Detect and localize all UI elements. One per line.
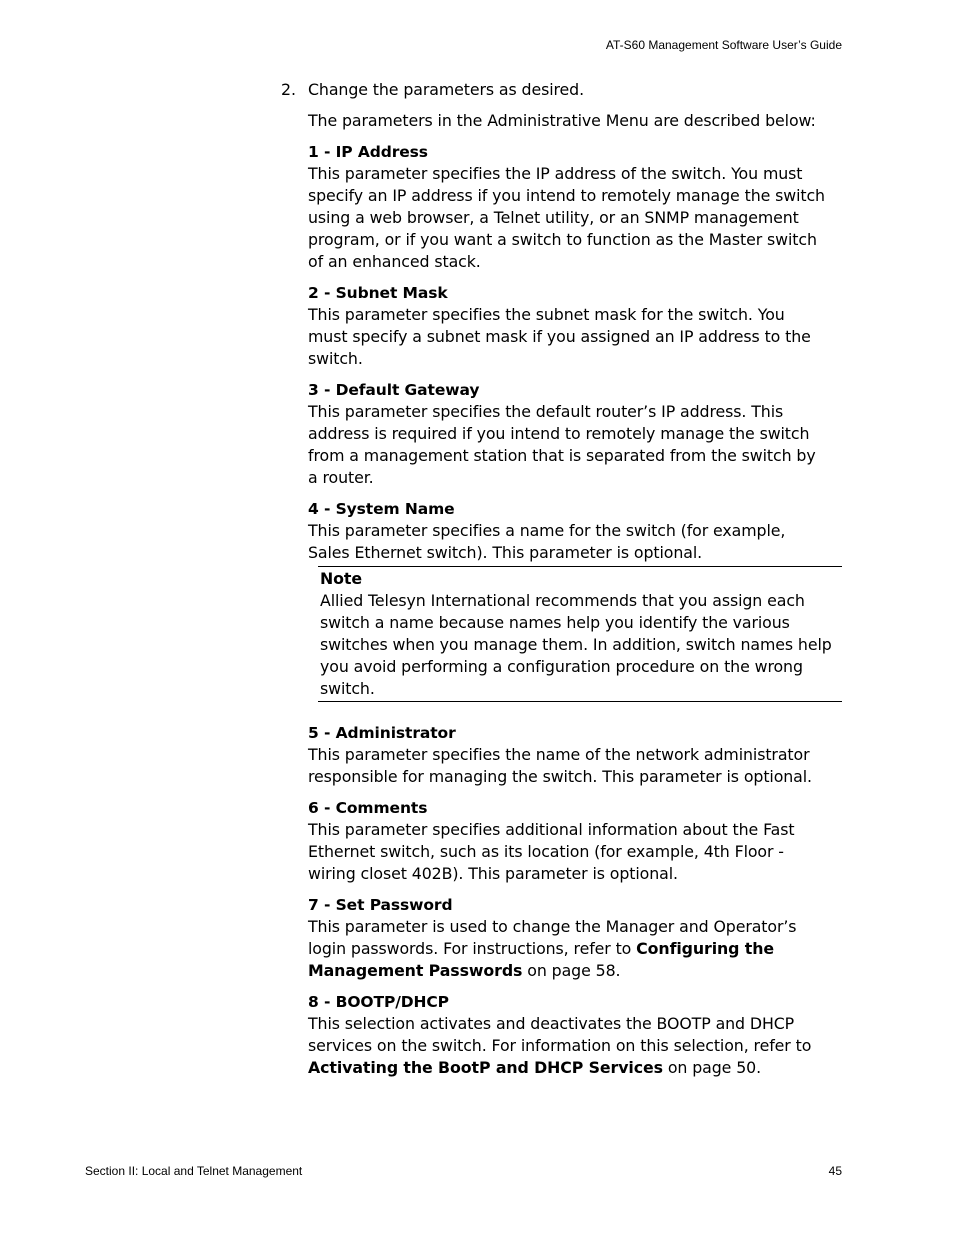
param-subnet-mask [308, 282, 828, 370]
param-description: This parameter specifies the subnet mask for the switch. You must specify a subnet mask if you assigned an IP address to the switch. [308, 305, 811, 368]
description-text: on page 58. [522, 961, 621, 980]
param-title: 1 - IP Address [308, 143, 428, 161]
parameter-list-continued [308, 722, 828, 1088]
running-header: AT-S60 Management Software User’s Guide [605, 38, 842, 52]
footer-section: Section II: Local and Telnet Management [85, 1164, 303, 1178]
note-title: Note [320, 569, 362, 588]
description-text: This parameter is used to change the Manager and Operator’s login passwords. For instructions, refer to [308, 917, 797, 958]
param-system-name [308, 498, 828, 564]
param-title: 3 - Default Gateway [308, 381, 480, 399]
note-box [318, 566, 842, 702]
param-description: This parameter specifies a name for the switch (for example, Sales Ethernet switch). This parameter is optional. [308, 521, 786, 562]
param-title: 4 - System Name [308, 500, 455, 518]
cross-reference-link[interactable]: Activating the BootP and DHCP Services [308, 1058, 663, 1077]
param-description: This parameter specifies the IP address of the switch. You must specify an IP address if you intend to remotely manage the switch using a web browser, a Telnet utility, or an SNMP management program, or if you want a switch to function as the Master switch of an enhanced stack. [308, 164, 825, 271]
param-title: 2 - Subnet Mask [308, 284, 448, 302]
description-text: This selection activates and deactivates the BOOTP and DHCP services on the switch. For information on this selection, refer to [308, 1014, 812, 1055]
param-description: This parameter specifies additional information about the Fast Ethernet switch, such as its location (for example, 4th Floor - wiring closet 402B). This parameter is optional. [308, 820, 795, 883]
param-bootp-dhcp [308, 991, 828, 1079]
intro-text: The parameters in the Administrative Menu are described below: [308, 111, 816, 130]
param-description [308, 916, 828, 982]
param-description [308, 1013, 828, 1079]
cross-reference-link[interactable]: Configuring the Management Passwords [308, 939, 774, 980]
note-body: Allied Telesyn International recommends that you assign each switch a name because names help you identify the various switches when you manage them. In addition, switch names help you avoid performing a configuration procedure on the wrong switch. [320, 591, 832, 698]
param-administrator [308, 722, 828, 788]
step-number: 2. [281, 80, 296, 99]
param-set-password [308, 894, 828, 982]
param-title: 5 - Administrator [308, 724, 456, 742]
step-text: Change the parameters as desired. [308, 80, 585, 99]
param-description: This parameter specifies the name of the network administrator responsible for managing the switch. This parameter is optional. [308, 745, 812, 786]
param-title: 7 - Set Password [308, 896, 453, 914]
param-description: This parameter specifies the default router’s IP address. This address is required if you intend to remotely manage the switch from a management station that is separated from the switch by a router. [308, 402, 816, 487]
param-comments [308, 797, 828, 885]
description-text: on page 50. [662, 1058, 762, 1077]
page-number: 45 [828, 1164, 842, 1178]
param-title: 8 - BOOTP/DHCP [308, 993, 449, 1011]
param-ip-address [308, 141, 828, 273]
param-default-gateway [308, 379, 828, 489]
param-title: 6 - Comments [308, 799, 428, 817]
parameter-list [308, 110, 828, 573]
